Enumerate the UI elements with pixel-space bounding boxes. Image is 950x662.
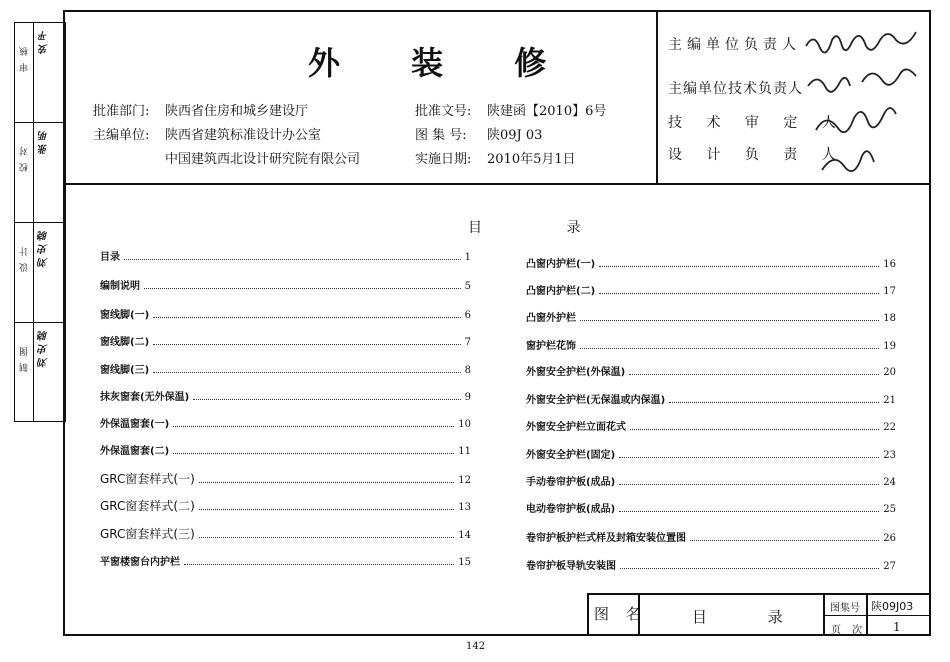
toc-item[interactable] xyxy=(526,312,896,326)
resp-design-lead: 设 计 负 责 人 xyxy=(668,147,846,163)
page-number: 142 xyxy=(466,641,486,652)
atlas-number-value: 陕09J03 xyxy=(871,600,914,613)
atlas-no-label: 图 集 号: xyxy=(415,128,467,143)
toc-item-label: 凸窗内护栏(一) xyxy=(526,259,596,270)
toc-item[interactable] xyxy=(100,391,471,405)
strip-role-review: 安 平 xyxy=(39,31,50,55)
toc-item-page: 11 xyxy=(458,446,471,457)
strip-cell-review xyxy=(15,23,65,123)
toc-leader xyxy=(619,456,879,458)
drawing-name-label: 图 名 xyxy=(594,605,647,623)
toc-item-label: 抹灰窗套(无外保温) xyxy=(100,392,190,403)
toc-item-page: 12 xyxy=(458,475,471,486)
toc-item[interactable] xyxy=(100,556,471,570)
toc-item-label: 窗护栏花饰 xyxy=(526,341,576,352)
toc-item[interactable] xyxy=(100,445,471,459)
title-block-left-line xyxy=(587,593,589,636)
toc-item-page: 6 xyxy=(464,310,471,321)
toc-item-label: 手动卷帘护板(成品) xyxy=(526,477,616,488)
toc-item-label: GRC窗套样式(二) xyxy=(100,499,195,513)
strip-cell-design xyxy=(15,223,65,323)
toc-leader xyxy=(599,265,879,267)
toc-leader xyxy=(599,292,879,294)
toc-item-label: 目录 xyxy=(100,252,120,263)
toc-leader xyxy=(199,481,454,483)
toc-item[interactable] xyxy=(100,309,471,323)
toc-item[interactable] xyxy=(526,476,896,490)
toc-item[interactable] xyxy=(526,449,896,463)
strip-role-draw: 刘 史 晓 xyxy=(39,331,50,368)
toc-leader xyxy=(153,316,460,318)
impl-date-label: 实施日期: xyxy=(415,152,472,167)
toc-item-label: 平窗楼窗台内护栏 xyxy=(100,557,180,568)
toc-item-label: 窗线脚(二) xyxy=(100,337,150,348)
toc-item-page: 23 xyxy=(883,450,896,461)
toc-item[interactable] xyxy=(100,499,471,515)
header-divider xyxy=(63,183,931,185)
toc-item-label: 外保温窗套(一) xyxy=(100,419,170,430)
toc-item-page: 17 xyxy=(883,286,896,297)
toc-item-page: 21 xyxy=(883,395,896,406)
toc-leader xyxy=(619,483,879,485)
toc-item[interactable] xyxy=(526,503,896,517)
toc-leader xyxy=(124,258,461,260)
toc-leader xyxy=(620,567,879,569)
toc-leader xyxy=(580,319,879,321)
header-vertical-divider xyxy=(656,10,658,183)
toc-item-label: GRC窗套样式(一) xyxy=(100,472,195,486)
toc-item-label: 窗线脚(三) xyxy=(100,365,150,376)
toc-leader xyxy=(630,428,879,430)
toc-item-page: 15 xyxy=(458,557,471,568)
toc-item-label: 卷帘护板导轨安装图 xyxy=(526,561,616,572)
toc-item-page: 19 xyxy=(883,341,896,352)
toc-item[interactable] xyxy=(100,527,471,543)
toc-item[interactable] xyxy=(100,472,471,488)
toc-item-page: 24 xyxy=(883,477,896,488)
strip-role-design: 刘 史 晓 xyxy=(39,231,50,268)
toc-leader xyxy=(153,371,460,373)
toc-item[interactable] xyxy=(100,418,471,432)
strip-label-draw: 制 图 xyxy=(20,345,30,372)
toc-item-page: 7 xyxy=(464,337,471,348)
approval-dept-label: 批准部门: xyxy=(93,104,150,119)
toc-item[interactable] xyxy=(100,251,471,265)
toc-item-label: GRC窗套样式(三) xyxy=(100,527,195,541)
chief-editor-label: 主编单位: xyxy=(93,128,150,143)
toc-item-page: 25 xyxy=(883,504,896,515)
approval-doc-label: 批准文号: xyxy=(415,104,472,119)
toc-leader xyxy=(173,425,454,427)
binding-strip xyxy=(14,22,66,422)
toc-item[interactable] xyxy=(526,340,896,354)
toc-item-label: 外窗安全护栏(固定) xyxy=(526,450,616,461)
toc-item-label: 凸窗内护栏(二) xyxy=(526,286,596,297)
toc-item-page: 5 xyxy=(464,281,471,292)
toc-item-page: 16 xyxy=(883,259,896,270)
toc-item[interactable] xyxy=(526,394,896,408)
toc-leader xyxy=(199,508,454,510)
toc-item-label: 窗线脚(一) xyxy=(100,310,150,321)
toc-leader xyxy=(144,287,461,289)
approval-dept: 陕西省住房和城乡建设厅 xyxy=(165,104,309,119)
toc-item[interactable] xyxy=(526,366,896,380)
title-block-mid-line xyxy=(823,615,931,616)
toc-leader xyxy=(173,452,454,454)
chief-editor-1: 陕西省建筑标准设计办公室 xyxy=(165,128,322,143)
resp-chief-tech-head: 主编单位技术负责人 xyxy=(668,81,803,97)
toc-item-page: 9 xyxy=(464,392,471,403)
toc-item-label: 外保温窗套(二) xyxy=(100,446,170,457)
toc-item-label: 电动卷帘护板(成品) xyxy=(526,504,616,515)
drawing-name: 目 录 xyxy=(692,608,811,626)
page-sequence-label: 页 次 xyxy=(831,625,867,636)
toc-item-page: 18 xyxy=(883,313,896,324)
toc-leader xyxy=(629,373,879,375)
toc-item[interactable] xyxy=(100,364,471,378)
signature-marks xyxy=(800,22,928,182)
toc-leader xyxy=(199,536,454,538)
toc-item-page: 13 xyxy=(458,502,471,513)
toc-item-label: 外窗安全护栏(无保温或内保温) xyxy=(526,395,666,406)
strip-label-review: 审 核 xyxy=(20,45,30,72)
strip-cell-check xyxy=(15,123,65,223)
toc-leader xyxy=(580,347,879,349)
toc-leader xyxy=(690,539,879,541)
strip-label-design: 设 计 xyxy=(20,245,30,272)
page-sequence-value: 1 xyxy=(893,620,901,634)
toc-leader xyxy=(153,343,460,345)
atlas-no: 陕09J 03 xyxy=(487,128,543,143)
toc-leader xyxy=(619,510,879,512)
toc-item[interactable] xyxy=(526,285,896,299)
toc-item[interactable] xyxy=(100,336,471,350)
toc-item[interactable] xyxy=(526,532,896,546)
toc-leader xyxy=(193,398,460,400)
impl-date: 2010年5月1日 xyxy=(487,152,576,167)
toc-leader xyxy=(669,401,879,403)
resp-chief-unit-head: 主编单位负责人 xyxy=(668,37,801,53)
toc-heading: 目 录 xyxy=(468,220,621,236)
toc-item-label: 外窗安全护栏立面花式 xyxy=(526,422,626,433)
toc-item-page: 14 xyxy=(458,530,471,541)
toc-item-page: 26 xyxy=(883,533,896,544)
toc-item-page: 8 xyxy=(464,365,471,376)
toc-item-page: 1 xyxy=(464,252,471,263)
toc-item[interactable] xyxy=(526,258,896,272)
strip-cell-draw xyxy=(15,323,65,421)
toc-item-label: 卷帘护板护栏式样及封箱安装位置图 xyxy=(526,533,686,544)
toc-item[interactable] xyxy=(100,280,471,294)
toc-item-label: 外窗安全护栏(外保温) xyxy=(526,367,626,378)
atlas-number-label: 图集号 xyxy=(830,603,860,614)
toc-item-page: 10 xyxy=(458,419,471,430)
toc-leader xyxy=(184,563,454,565)
strip-label-check: 校 对 xyxy=(20,145,30,172)
toc-item[interactable] xyxy=(526,421,896,435)
approval-doc: 陕建函【2010】6号 xyxy=(487,104,607,119)
page-title: 外 装 修 xyxy=(308,44,577,82)
toc-item-label: 凸窗外护栏 xyxy=(526,313,576,324)
chief-editor-2: 中国建筑西北设计研究院有限公司 xyxy=(165,152,361,167)
toc-item-page: 20 xyxy=(883,367,896,378)
toc-item-page: 22 xyxy=(883,422,896,433)
resp-tech-reviewer: 技 术 审 定 人 xyxy=(668,115,846,131)
toc-item-label: 编制说明 xyxy=(100,281,140,292)
strip-role-check: 张 明 xyxy=(39,131,50,155)
toc-item[interactable] xyxy=(526,560,896,574)
toc-item-page: 27 xyxy=(883,561,896,572)
